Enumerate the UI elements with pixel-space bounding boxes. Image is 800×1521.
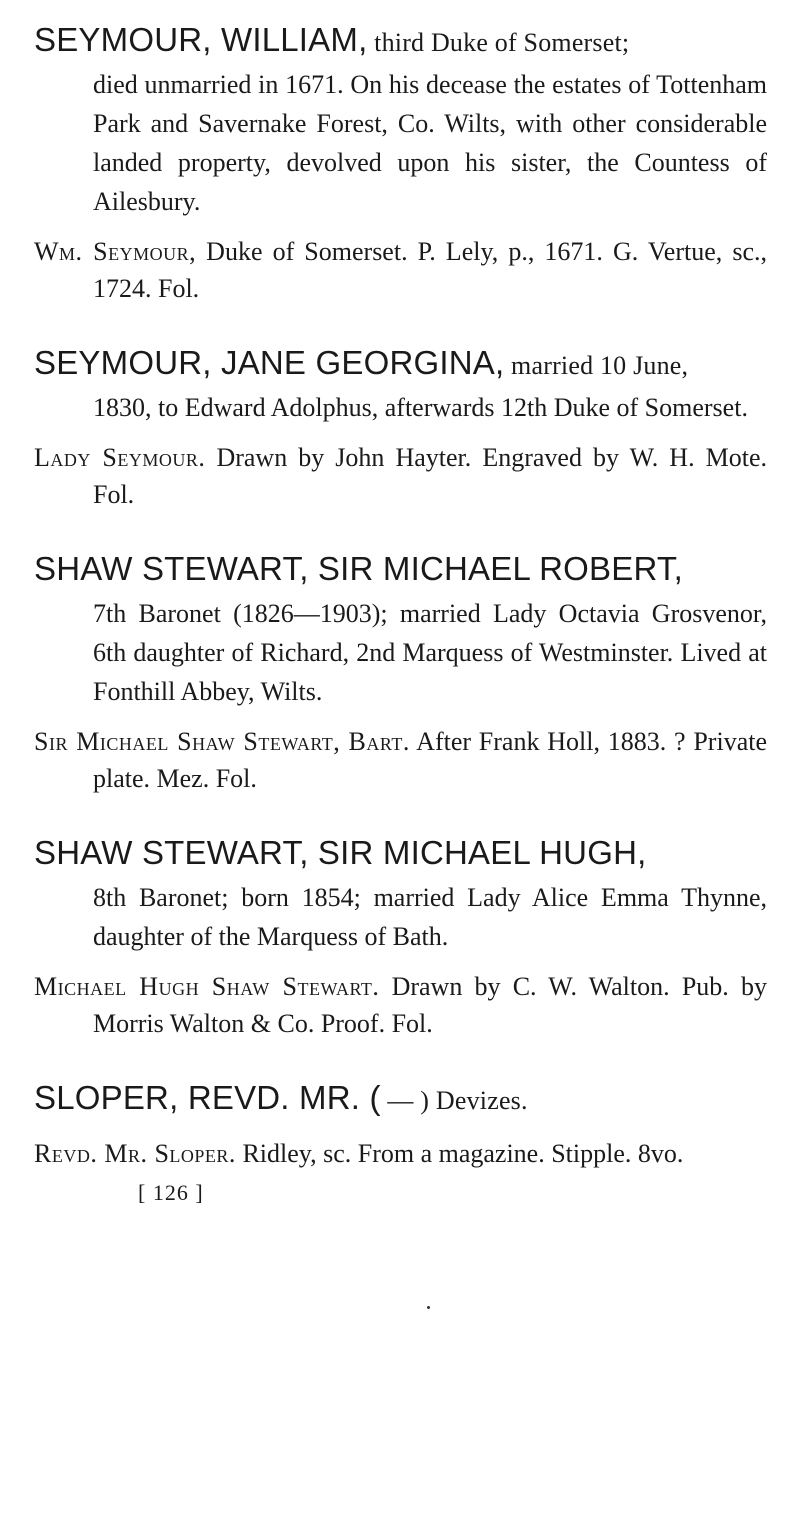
entry-title: third Duke of Somerset;	[367, 28, 630, 57]
entry-shaw-stewart-michael-robert	[34, 547, 767, 797]
portrait-title: Michael Hugh Shaw Stewart.	[34, 972, 380, 1001]
entry-name: SEYMOUR, WILLIAM,	[34, 21, 368, 58]
portrait-title: Wm. Seymour,	[34, 237, 197, 266]
entry-description: 8th Baronet; born 1854; married Lady Alice Emma Thynne, daughter of the Marquess of Bath.	[93, 883, 767, 951]
portrait-record	[34, 968, 767, 1042]
entry-description: 7th Baronet (1826—1903); married Lady Octavia Grosvenor, 6th daughter of Richard, 2nd Marquess of Westminster. Lived at Fonthill Abbey, Wilts.	[93, 599, 767, 706]
entry-title: — ) Devizes.	[380, 1086, 528, 1115]
page-number: [ 126 ]	[138, 1180, 204, 1205]
entry-heading	[34, 18, 767, 65]
entry-name: SHAW STEWART, SIR MICHAEL ROBERT,	[34, 550, 683, 587]
entry-name: SEYMOUR, JANE GEORGINA,	[34, 344, 505, 381]
entry-heading	[34, 831, 767, 878]
entry-name: SHAW STEWART, SIR MICHAEL HUGH,	[34, 834, 647, 871]
portrait-title: Lady Seymour.	[34, 443, 206, 472]
entry-title: married 10 June,	[504, 351, 689, 380]
entry-description: died unmarried in 1671. On his decease the estates of Tottenham Park and Savernake Forest, Co. Wilts, with other considerable landed property, devolved upon his sister, the Countess of Ailesbury.	[93, 70, 767, 216]
portrait-details: Drawn by John Hayter. Engraved by W. H. Mote. Fol.	[93, 443, 768, 509]
portrait-details: Duke of Somerset. P. Lely, p., 1671. G. Vertue, sc., 1724. Fol.	[93, 237, 767, 303]
portrait-details: Ridley, sc. From a magazine. Stipple. 8vo.	[235, 1139, 684, 1168]
entry-heading	[34, 1076, 767, 1123]
entry-heading	[34, 547, 767, 594]
portrait-record	[34, 233, 767, 307]
entry-seymour-william	[34, 18, 767, 307]
portrait-record	[34, 723, 767, 797]
entry-description: 1830, to Edward Adolphus, afterwards 12th Duke of Somerset.	[93, 393, 748, 422]
portrait-details: After Frank Holl, 1883. ? Private plate. Mez. Fol.	[93, 727, 767, 793]
portrait-title: Revd. Mr. Sloper.	[34, 1139, 236, 1168]
print-speck	[427, 1306, 430, 1309]
page-content	[34, 18, 767, 1208]
portrait-record	[34, 1135, 767, 1172]
entry-name: SLOPER, REVD. MR. (	[34, 1079, 381, 1116]
portrait-title: Sir Michael Shaw Stewart, Bart.	[34, 727, 410, 756]
portrait-record	[34, 439, 767, 513]
entry-heading	[34, 341, 767, 388]
portrait-details: Drawn by C. W. Walton. Pub. by Morris Walton & Co. Proof. Fol.	[93, 972, 767, 1038]
entry-seymour-jane-georgina	[34, 341, 767, 513]
entry-shaw-stewart-michael-hugh	[34, 831, 767, 1042]
entry-sloper-revd-mr	[34, 1076, 767, 1172]
